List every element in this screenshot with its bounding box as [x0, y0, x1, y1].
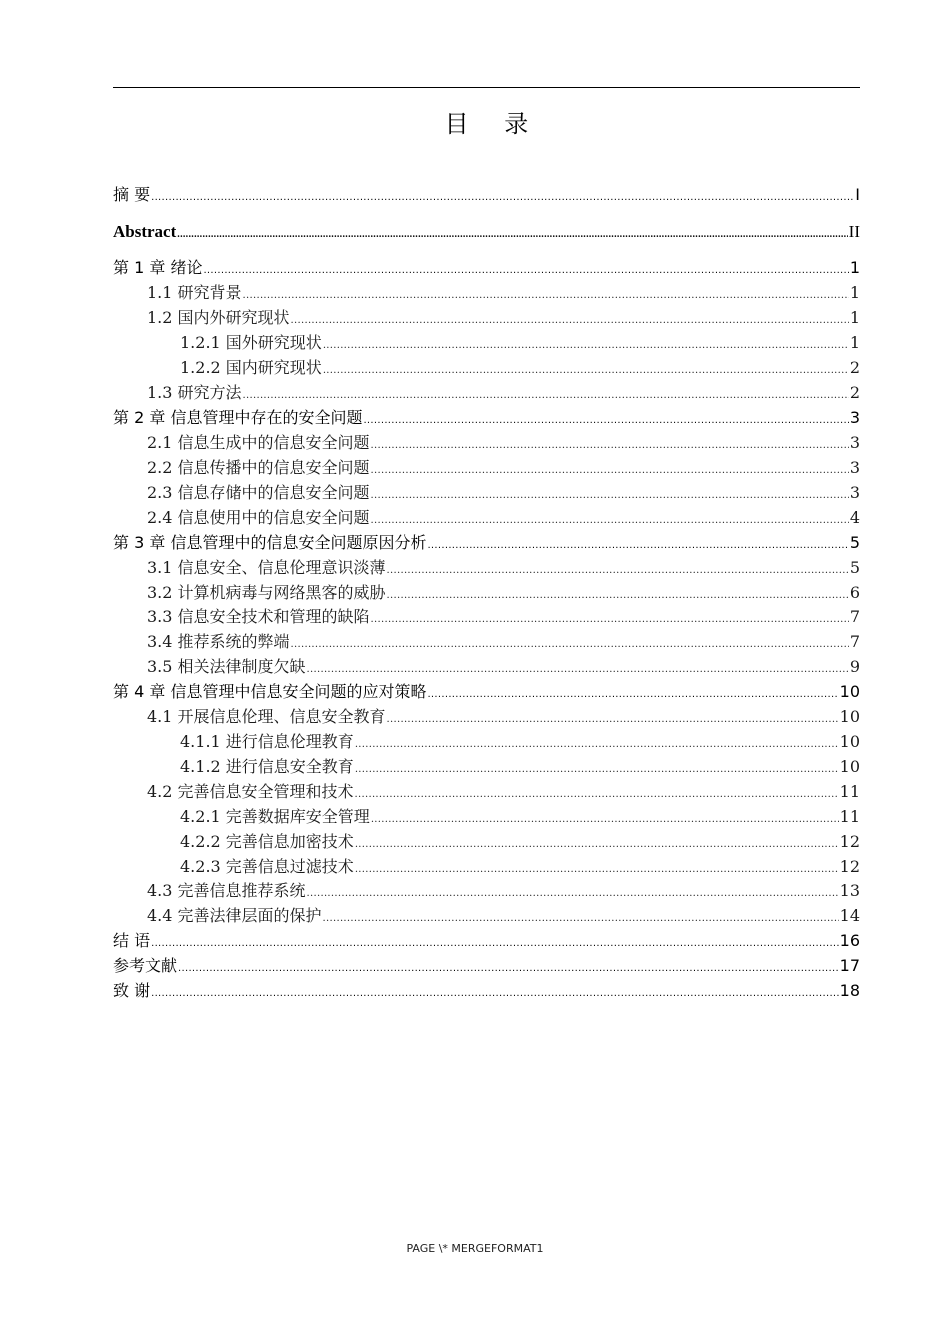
toc-entry-label: 第 4 章 信息管理中信息安全问题的应对策略 [113, 682, 427, 701]
dot-leader [355, 760, 839, 780]
dot-leader [363, 411, 848, 431]
toc-entry-page: 3 [849, 483, 860, 502]
toc-entry-4-1-1[interactable] [113, 732, 860, 755]
toc-entry-label: 4.2.1 完善数据库安全管理 [180, 807, 370, 826]
toc-entry-label: 第 1 章 绪论 [113, 258, 203, 277]
toc-entry-label: 4.4 完善法律层面的保护 [147, 906, 322, 925]
dot-leader [151, 188, 854, 208]
toc-entry-label: 2.1 信息生成中的信息安全问题 [147, 433, 370, 452]
toc-entry-page: 10 [839, 707, 860, 726]
dot-leader [323, 361, 849, 381]
toc-entry-3-1[interactable] [113, 558, 860, 581]
toc-entry-page: 1 [849, 308, 860, 327]
dot-leader [371, 511, 849, 531]
toc-entry-page: 3 [849, 433, 860, 452]
toc-entry-page: 1 [849, 258, 860, 277]
toc-entry-page: 12 [839, 832, 860, 851]
toc-entry-label: 3.5 相关法律制度欠缺 [147, 657, 306, 676]
toc-entry-1-2-1[interactable] [113, 333, 860, 356]
toc-entry-1-1[interactable] [113, 283, 860, 306]
toc-entry-page: 4 [849, 508, 860, 527]
toc-entry-4-2-3[interactable] [113, 857, 860, 880]
toc-entry-page: 5 [849, 558, 860, 577]
toc-entry-label: 4.2.2 完善信息加密技术 [180, 832, 354, 851]
toc-entry-page: 7 [849, 632, 860, 651]
toc-entry-page: II [848, 222, 860, 241]
toc-entry-label: 3.2 计算机病毒与网络黑客的威胁 [147, 583, 386, 602]
dot-leader [371, 461, 849, 481]
toc-entry-conclusion[interactable] [113, 931, 860, 954]
toc-entry-page: 6 [849, 583, 860, 602]
toc-entry-page: 5 [849, 533, 860, 552]
toc-entry-label: 1.2.2 国内研究现状 [180, 358, 322, 377]
toc-entry-3-4[interactable] [113, 632, 860, 655]
toc-entry-4-4[interactable] [113, 906, 860, 929]
toc-entry-page: 1 [849, 333, 860, 352]
toc-entry-chapter-4[interactable] [113, 682, 860, 705]
toc-entry-label: 2.3 信息存储中的信息安全问题 [147, 483, 370, 502]
toc-entry-1-3[interactable] [113, 383, 860, 406]
toc-entry-page: 17 [839, 956, 860, 975]
dot-leader [355, 785, 839, 805]
page-footer: PAGE \* MERGEFORMAT1 [406, 1242, 544, 1255]
dot-leader [323, 909, 839, 929]
toc-entry-abstract-cn[interactable] [113, 185, 860, 208]
toc-entry-page: 2 [849, 358, 860, 377]
dot-leader [307, 660, 849, 680]
dot-leader [151, 934, 839, 954]
toc-entry-chapter-1[interactable] [113, 258, 860, 281]
toc-entry-2-4[interactable] [113, 508, 860, 531]
toc-entry-label: 参考文献 [113, 956, 178, 975]
dot-leader [355, 835, 839, 855]
toc-entry-1-2[interactable] [113, 308, 860, 331]
toc-entry-label: 1.3 研究方法 [147, 383, 242, 402]
toc-entry-page: 14 [839, 906, 860, 925]
dot-leader [243, 286, 849, 306]
toc-entry-4-2[interactable] [113, 782, 860, 805]
toc-entry-label: 4.3 完善信息推荐系统 [147, 881, 306, 900]
dot-leader [355, 860, 839, 880]
dot-leader [371, 610, 849, 630]
toc-entry-label: 4.2.3 完善信息过滤技术 [180, 857, 354, 876]
toc-entry-page: 10 [839, 682, 860, 701]
toc-entry-4-3[interactable] [113, 881, 860, 904]
dot-leader [307, 884, 839, 904]
toc-entry-page: 11 [839, 782, 860, 801]
toc-entry-references[interactable] [113, 956, 860, 979]
toc-entry-page: 3 [849, 458, 860, 477]
toc-entry-page: 12 [839, 857, 860, 876]
toc-entry-page: 7 [849, 607, 860, 626]
toc-entry-3-2[interactable] [113, 583, 860, 606]
dot-leader [323, 336, 849, 356]
toc-entry-4-2-1[interactable] [113, 807, 860, 830]
toc-entry-chapter-3[interactable] [113, 533, 860, 556]
toc-entry-page: 9 [849, 657, 860, 676]
dot-leader [355, 735, 839, 755]
dot-leader [151, 984, 839, 1004]
dot-leader [371, 436, 849, 456]
toc-entry-3-5[interactable] [113, 657, 860, 680]
toc-entry-page: 1 [849, 283, 860, 302]
toc-entry-page: 11 [839, 807, 860, 826]
toc-entry-page: 10 [839, 757, 860, 776]
toc-entry-label: 摘 要 [113, 185, 151, 204]
dot-leader [243, 386, 849, 406]
dot-leader [387, 710, 839, 730]
dot-leader [427, 685, 838, 705]
toc-entry-label: 致 谢 [113, 981, 151, 1000]
toc-title: 目 录 [444, 110, 543, 138]
toc-entry-label: 3.1 信息安全、信息伦理意识淡薄 [147, 558, 386, 577]
toc-entry-label: 2.4 信息使用中的信息安全问题 [147, 508, 370, 527]
dot-leader [427, 536, 848, 556]
toc-entry-2-2[interactable] [113, 458, 860, 481]
toc-entry-3-3[interactable] [113, 607, 860, 630]
toc-entry-page: 2 [849, 383, 860, 402]
toc-entry-2-1[interactable] [113, 433, 860, 456]
toc-entry-label: 1.1 研究背景 [147, 283, 242, 302]
dot-leader [387, 586, 849, 606]
toc-entry-label: 3.3 信息安全技术和管理的缺陷 [147, 607, 370, 626]
toc-entry-acknowledgements[interactable] [113, 981, 860, 1004]
dot-leader [371, 810, 839, 830]
toc-entry-label: 4.1.2 进行信息安全教育 [180, 757, 354, 776]
toc-entry-label: 1.2.1 国外研究现状 [180, 333, 322, 352]
toc-entry-2-3[interactable] [113, 483, 860, 506]
dot-leader [291, 311, 849, 331]
dot-leader [178, 959, 839, 979]
toc-entry-label: 第 2 章 信息管理中存在的安全问题 [113, 408, 363, 427]
toc-entry-label: 3.4 推荐系统的弊端 [147, 632, 290, 651]
toc-entry-label: 结 语 [113, 931, 151, 950]
toc-entry-page: 16 [839, 931, 860, 950]
toc-entry-4-2-2[interactable] [113, 832, 860, 855]
toc-entry-abstract-en[interactable] [113, 222, 860, 245]
toc-entry-label: 第 3 章 信息管理中的信息安全问题原因分析 [113, 533, 427, 552]
toc-entry-page: 3 [849, 408, 860, 427]
toc-entry-label: Abstract [113, 222, 177, 241]
table-of-contents [113, 0, 860, 1100]
toc-entry-page: 18 [839, 981, 860, 1000]
toc-entry-4-1[interactable] [113, 707, 860, 730]
toc-entry-page: I [855, 185, 860, 204]
dot-leader [203, 261, 848, 281]
toc-entry-1-2-2[interactable] [113, 358, 860, 381]
toc-entry-label: 4.2 完善信息安全管理和技术 [147, 782, 354, 801]
toc-entry-label: 1.2 国内外研究现状 [147, 308, 290, 327]
dot-leader [387, 561, 849, 581]
toc-entry-page: 13 [839, 881, 860, 900]
toc-entry-label: 4.1 开展信息伦理、信息安全教育 [147, 707, 386, 726]
dot-leader [177, 225, 847, 245]
toc-entry-label: 4.1.1 进行信息伦理教育 [180, 732, 354, 751]
dot-leader [291, 635, 849, 655]
dot-leader [371, 486, 849, 506]
toc-entry-page: 10 [839, 732, 860, 751]
toc-entry-4-1-2[interactable] [113, 757, 860, 780]
toc-entry-label: 2.2 信息传播中的信息安全问题 [147, 458, 370, 477]
toc-entry-chapter-2[interactable] [113, 408, 860, 431]
